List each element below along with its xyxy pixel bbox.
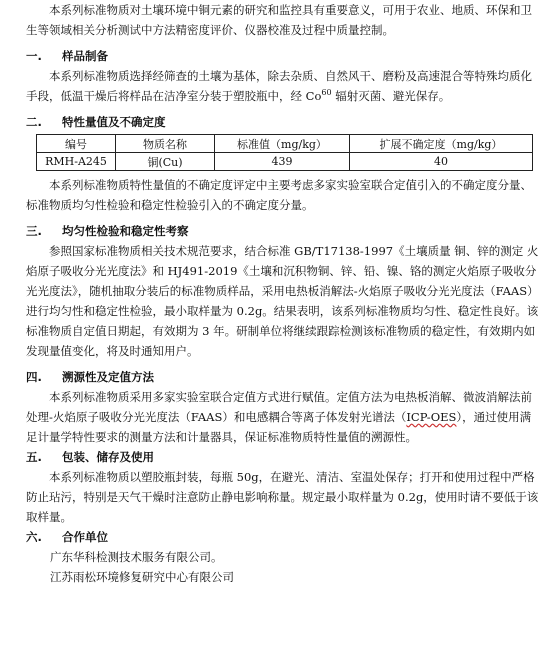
table-cell: 铜(Cu) [116, 153, 215, 171]
section-heading-partners [26, 527, 542, 547]
table-row [37, 153, 533, 171]
section-title: 样品制备 [62, 49, 108, 63]
section-title: 合作单位 [62, 530, 108, 544]
preparation-text-a: 本系列标准物质选择经筛查的土壤为基体，除去杂质、自然风干、磨粉及高速混合等特殊均质化手段，低温干燥后将样品在洁净室分装于塑胶瓶中，经 Co [26, 69, 532, 103]
section-title: 包装、储存及使用 [62, 450, 154, 464]
table-header-cell: 标准值（mg/kg） [215, 135, 350, 153]
partner-item: 广东华科检测技术服务有限公司。 [50, 550, 223, 564]
partner-item: 江苏雨松环境修复研究中心有限公司 [50, 570, 234, 584]
traceability-text-a: 本系列标准物质采用多家实验室联合定值方式进行赋值。定值方法为电热板消解、微波消解法前处理-火焰原子吸收分光光度法（FAAS）和电感耦合等离子体发射光谱法（ [26, 390, 532, 424]
section-number: 六. [26, 530, 42, 544]
traceability-text-b: ），通过使用满足计量学特性要求的测量方法和计量器具，保证标准物质特性量值的溯源性。 [26, 410, 532, 444]
section-number: 五. [26, 450, 42, 464]
section-title: 溯源性及定值方法 [62, 370, 154, 384]
homogeneity-paragraph: 参照国家标准物质相关技术规范要求，结合标准 GB/T17138-1997《土壤质量 铜、锌的测定 火焰原子吸收分光光度法》和 HJ491-2019《土壤和沉积物铜、锌、铅、镍、铬的测定火焰原子吸收分光光度法》，随机抽取分装后的标准物质样品，采用电热板消解法-火焰原子吸收分光光度法（FAAS）进行均匀性和稳定性检验，最小取样量为 0.2g。结果表明，该系列标准物质均匀性、稳定性良好。该标准物质自定值日期起，有效期为 3 年。研制单位将继续跟踪检测该标准物质的稳定性，有效期内如发现量值变化，将及时通知用户。 [26, 244, 539, 358]
table-header-cell: 扩展不确定度（mg/kg） [350, 135, 533, 153]
traceability-paragraph [26, 387, 542, 447]
section-heading-packaging [26, 447, 542, 467]
section-number: 二. [26, 115, 42, 129]
section-heading-traceability [26, 367, 542, 387]
packaging-paragraph: 本系列标准物质以塑胶瓶封装，每瓶 50g，在避光、清洁、室温处保存；打开和使用过程中严格防止玷污，特别是天气干燥时注意防止静电影响称量。规定最小取样量为 0.2g，使用时请不要低于该取样量。 [26, 470, 539, 524]
values-table [36, 134, 533, 171]
section-number: 四. [26, 370, 42, 384]
table-header-row [37, 135, 533, 153]
method-abbreviation: ICP-OES [406, 410, 457, 424]
table-cell: RMH-A245 [37, 153, 116, 171]
table-cell: 439 [215, 153, 350, 171]
section-number: 三. [26, 224, 42, 238]
uncertainty-paragraph: 本系列标准物质特性量值的不确定度评定中主要考虑多家实验室联合定值引入的不确定度分量、标准物质均匀性检验和稳定性检验引入的不确定度分量。 [26, 178, 532, 212]
preparation-text-b: 辐射灭菌、避光保存。 [331, 89, 451, 103]
preparation-paragraph [26, 66, 542, 106]
section-heading-values [26, 112, 542, 132]
section-number: 一. [26, 49, 42, 63]
section-title: 均匀性检验和稳定性考察 [62, 224, 189, 238]
table-header-cell: 编号 [37, 135, 116, 153]
section-title: 特性量值及不确定度 [62, 115, 166, 129]
intro-paragraph: 本系列标准物质对土壤环境中铜元素的研究和监控具有重要意义，可用于农业、地质、环保和卫生等领域相关分析测试中方法精密度评价、仪器校准及过程中质量控制。 [26, 3, 532, 37]
section-heading-homogeneity [26, 221, 542, 241]
isotope-superscript: 60 [321, 88, 332, 98]
table-cell: 40 [350, 153, 533, 171]
table-header-cell: 物质名称 [116, 135, 215, 153]
section-heading-preparation [26, 46, 542, 66]
